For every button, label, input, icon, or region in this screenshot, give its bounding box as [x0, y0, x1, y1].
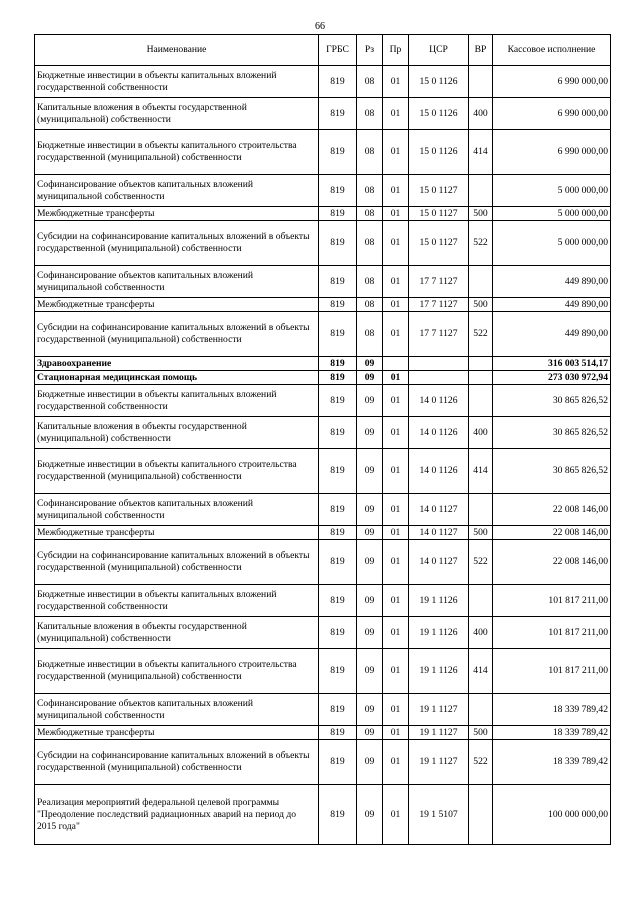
row-vr: 400 [469, 617, 493, 649]
row-vr [469, 694, 493, 726]
row-pr: 01 [383, 540, 409, 585]
row-vr [469, 266, 493, 298]
table-row [35, 494, 611, 526]
row-name: Межбюджетные трансферты [35, 207, 319, 221]
table-row [35, 785, 611, 845]
row-vr: 522 [469, 221, 493, 266]
row-csr [409, 357, 469, 371]
row-name: Бюджетные инвестиции в объекты капитального строительства государственной (муниципальной) собственности [35, 649, 319, 694]
budget-execution-table [34, 34, 611, 845]
row-rz: 08 [357, 298, 383, 312]
row-grbs: 819 [319, 617, 357, 649]
row-rz: 09 [357, 526, 383, 540]
row-csr: 14 0 1127 [409, 526, 469, 540]
row-grbs: 819 [319, 298, 357, 312]
row-pr: 01 [383, 98, 409, 130]
header-vr: ВР [469, 35, 493, 66]
row-csr: 15 0 1127 [409, 207, 469, 221]
row-grbs: 819 [319, 130, 357, 175]
row-pr: 01 [383, 726, 409, 740]
row-grbs: 819 [319, 649, 357, 694]
row-rz: 09 [357, 649, 383, 694]
row-vr: 400 [469, 417, 493, 449]
row-rz: 08 [357, 221, 383, 266]
row-csr: 15 0 1127 [409, 221, 469, 266]
row-amount: 101 817 211,00 [493, 617, 611, 649]
row-pr: 01 [383, 130, 409, 175]
row-vr [469, 585, 493, 617]
row-csr: 17 7 1127 [409, 266, 469, 298]
row-rz: 09 [357, 694, 383, 726]
row-amount: 5 000 000,00 [493, 175, 611, 207]
row-pr: 01 [383, 694, 409, 726]
row-csr: 15 0 1126 [409, 66, 469, 98]
row-name: Капитальные вложения в объекты государственной (муниципальной) собственности [35, 98, 319, 130]
page-number: 66 [315, 21, 325, 32]
row-rz: 09 [357, 371, 383, 385]
row-amount: 30 865 826,52 [493, 417, 611, 449]
row-pr: 01 [383, 417, 409, 449]
row-pr: 01 [383, 617, 409, 649]
table-row [35, 449, 611, 494]
table-row [35, 130, 611, 175]
row-vr [469, 357, 493, 371]
row-grbs: 819 [319, 494, 357, 526]
row-vr: 414 [469, 130, 493, 175]
row-name: Софинансирование объектов капитальных вложений муниципальной собственности [35, 266, 319, 298]
row-vr: 500 [469, 298, 493, 312]
header-amount: Кассовое исполнение [493, 35, 611, 66]
row-pr: 01 [383, 649, 409, 694]
row-csr: 15 0 1127 [409, 175, 469, 207]
row-csr: 19 1 5107 [409, 785, 469, 845]
row-name: Капитальные вложения в объекты государственной (муниципальной) собственности [35, 417, 319, 449]
table-row [35, 207, 611, 221]
row-name: Бюджетные инвестиции в объекты капитального строительства государственной (муниципальной) собственности [35, 130, 319, 175]
table-row [35, 617, 611, 649]
row-name: Субсидии на софинансирование капитальных вложений в объекты государственной (муниципальной) собственности [35, 221, 319, 266]
row-pr: 01 [383, 585, 409, 617]
row-csr: 17 7 1127 [409, 298, 469, 312]
row-amount: 316 003 514,17 [493, 357, 611, 371]
row-grbs: 819 [319, 221, 357, 266]
row-amount: 18 339 789,42 [493, 726, 611, 740]
row-grbs: 819 [319, 357, 357, 371]
table-row [35, 175, 611, 207]
row-vr [469, 385, 493, 417]
table-row [35, 585, 611, 617]
row-amount: 18 339 789,42 [493, 740, 611, 785]
row-amount: 449 890,00 [493, 266, 611, 298]
row-rz: 09 [357, 417, 383, 449]
table-row [35, 266, 611, 298]
row-csr: 14 0 1126 [409, 417, 469, 449]
row-vr [469, 175, 493, 207]
row-vr: 400 [469, 98, 493, 130]
row-vr [469, 66, 493, 98]
header-csr: ЦСР [409, 35, 469, 66]
row-amount: 273 030 972,94 [493, 371, 611, 385]
row-pr: 01 [383, 385, 409, 417]
row-csr: 14 0 1126 [409, 385, 469, 417]
row-rz: 08 [357, 207, 383, 221]
row-amount: 30 865 826,52 [493, 449, 611, 494]
row-rz: 09 [357, 449, 383, 494]
row-rz: 09 [357, 357, 383, 371]
header-pr: Пр [383, 35, 409, 66]
table-row [35, 726, 611, 740]
row-rz: 09 [357, 494, 383, 526]
table-row [35, 540, 611, 585]
row-vr: 414 [469, 449, 493, 494]
row-name: Здравоохранение [35, 357, 319, 371]
row-name: Бюджетные инвестиции в объекты капитальных вложений государственной собственности [35, 385, 319, 417]
row-vr: 500 [469, 726, 493, 740]
header-rz: Рз [357, 35, 383, 66]
row-pr: 01 [383, 526, 409, 540]
row-pr: 01 [383, 66, 409, 98]
row-grbs: 819 [319, 385, 357, 417]
table-row [35, 371, 611, 385]
row-amount: 5 000 000,00 [493, 221, 611, 266]
row-rz: 09 [357, 785, 383, 845]
table-row [35, 312, 611, 357]
row-name: Бюджетные инвестиции в объекты капитального строительства государственной (муниципальной) собственности [35, 449, 319, 494]
row-grbs: 819 [319, 449, 357, 494]
row-vr: 500 [469, 207, 493, 221]
row-name: Софинансирование объектов капитальных вложений муниципальной собственности [35, 694, 319, 726]
row-vr [469, 785, 493, 845]
row-rz: 09 [357, 540, 383, 585]
row-amount: 6 990 000,00 [493, 98, 611, 130]
table-row [35, 385, 611, 417]
row-amount: 30 865 826,52 [493, 385, 611, 417]
row-csr: 19 1 1127 [409, 740, 469, 785]
row-name: Бюджетные инвестиции в объекты капитальных вложений государственной собственности [35, 66, 319, 98]
row-pr: 01 [383, 494, 409, 526]
row-name: Межбюджетные трансферты [35, 726, 319, 740]
row-pr: 01 [383, 298, 409, 312]
row-grbs: 819 [319, 371, 357, 385]
table-row [35, 694, 611, 726]
row-amount: 6 990 000,00 [493, 130, 611, 175]
table-row [35, 740, 611, 785]
row-vr: 522 [469, 740, 493, 785]
row-name: Субсидии на софинансирование капитальных вложений в объекты государственной (муниципальной) собственности [35, 740, 319, 785]
row-csr: 15 0 1126 [409, 98, 469, 130]
row-grbs: 819 [319, 417, 357, 449]
row-pr: 01 [383, 221, 409, 266]
row-pr: 01 [383, 207, 409, 221]
row-vr: 500 [469, 526, 493, 540]
row-grbs: 819 [319, 540, 357, 585]
row-pr: 01 [383, 266, 409, 298]
table-row [35, 66, 611, 98]
row-amount: 101 817 211,00 [493, 649, 611, 694]
row-name: Софинансирование объектов капитальных вложений муниципальной собственности [35, 175, 319, 207]
row-grbs: 819 [319, 740, 357, 785]
row-grbs: 819 [319, 98, 357, 130]
row-csr: 19 1 1127 [409, 726, 469, 740]
row-csr: 14 0 1127 [409, 494, 469, 526]
row-csr [409, 371, 469, 385]
row-pr: 01 [383, 371, 409, 385]
row-rz: 09 [357, 726, 383, 740]
row-rz: 09 [357, 385, 383, 417]
header-grbs: ГРБС [319, 35, 357, 66]
row-amount: 22 008 146,00 [493, 540, 611, 585]
row-csr: 14 0 1127 [409, 540, 469, 585]
row-vr [469, 371, 493, 385]
row-grbs: 819 [319, 585, 357, 617]
row-name: Субсидии на софинансирование капитальных вложений в объекты государственной (муниципальной) собственности [35, 312, 319, 357]
row-name: Софинансирование объектов капитальных вложений муниципальной собственности [35, 494, 319, 526]
table-row [35, 221, 611, 266]
row-grbs: 819 [319, 66, 357, 98]
row-rz: 08 [357, 312, 383, 357]
row-name: Реализация мероприятий федеральной целевой программы "Преодоление последствий радиационных аварий на период до 2015 года" [35, 785, 319, 845]
row-name: Субсидии на софинансирование капитальных вложений в объекты государственной (муниципальной) собственности [35, 540, 319, 585]
row-pr: 01 [383, 785, 409, 845]
row-rz: 09 [357, 740, 383, 785]
row-amount: 22 008 146,00 [493, 526, 611, 540]
row-grbs: 819 [319, 785, 357, 845]
row-rz: 08 [357, 98, 383, 130]
row-name: Межбюджетные трансферты [35, 298, 319, 312]
table-row [35, 526, 611, 540]
table-header-row [35, 35, 611, 66]
row-grbs: 819 [319, 266, 357, 298]
row-name: Бюджетные инвестиции в объекты капитальных вложений государственной собственности [35, 585, 319, 617]
row-pr [383, 357, 409, 371]
row-amount: 101 817 211,00 [493, 585, 611, 617]
row-csr: 19 1 1126 [409, 585, 469, 617]
row-pr: 01 [383, 175, 409, 207]
table-row [35, 417, 611, 449]
row-grbs: 819 [319, 694, 357, 726]
row-pr: 01 [383, 740, 409, 785]
row-csr: 19 1 1126 [409, 649, 469, 694]
row-name: Стационарная медицинская помощь [35, 371, 319, 385]
row-csr: 19 1 1127 [409, 694, 469, 726]
row-amount: 449 890,00 [493, 312, 611, 357]
row-rz: 08 [357, 130, 383, 175]
row-grbs: 819 [319, 526, 357, 540]
row-rz: 09 [357, 585, 383, 617]
row-pr: 01 [383, 449, 409, 494]
row-grbs: 819 [319, 726, 357, 740]
row-rz: 08 [357, 175, 383, 207]
row-grbs: 819 [319, 312, 357, 357]
row-amount: 5 000 000,00 [493, 207, 611, 221]
row-csr: 15 0 1126 [409, 130, 469, 175]
table-row [35, 357, 611, 371]
row-grbs: 819 [319, 207, 357, 221]
row-csr: 17 7 1127 [409, 312, 469, 357]
row-vr: 414 [469, 649, 493, 694]
row-csr: 19 1 1126 [409, 617, 469, 649]
header-name: Наименование [35, 35, 319, 66]
table-row [35, 649, 611, 694]
row-amount: 449 890,00 [493, 298, 611, 312]
row-rz: 09 [357, 617, 383, 649]
row-vr: 522 [469, 540, 493, 585]
row-amount: 6 990 000,00 [493, 66, 611, 98]
row-rz: 08 [357, 266, 383, 298]
row-name: Капитальные вложения в объекты государственной (муниципальной) собственности [35, 617, 319, 649]
row-csr: 14 0 1126 [409, 449, 469, 494]
row-pr: 01 [383, 312, 409, 357]
table-body [35, 66, 611, 845]
row-amount: 18 339 789,42 [493, 694, 611, 726]
row-grbs: 819 [319, 175, 357, 207]
row-amount: 100 000 000,00 [493, 785, 611, 845]
table-row [35, 298, 611, 312]
table-row [35, 98, 611, 130]
row-rz: 08 [357, 66, 383, 98]
row-amount: 22 008 146,00 [493, 494, 611, 526]
row-vr [469, 494, 493, 526]
row-vr: 522 [469, 312, 493, 357]
row-name: Межбюджетные трансферты [35, 526, 319, 540]
